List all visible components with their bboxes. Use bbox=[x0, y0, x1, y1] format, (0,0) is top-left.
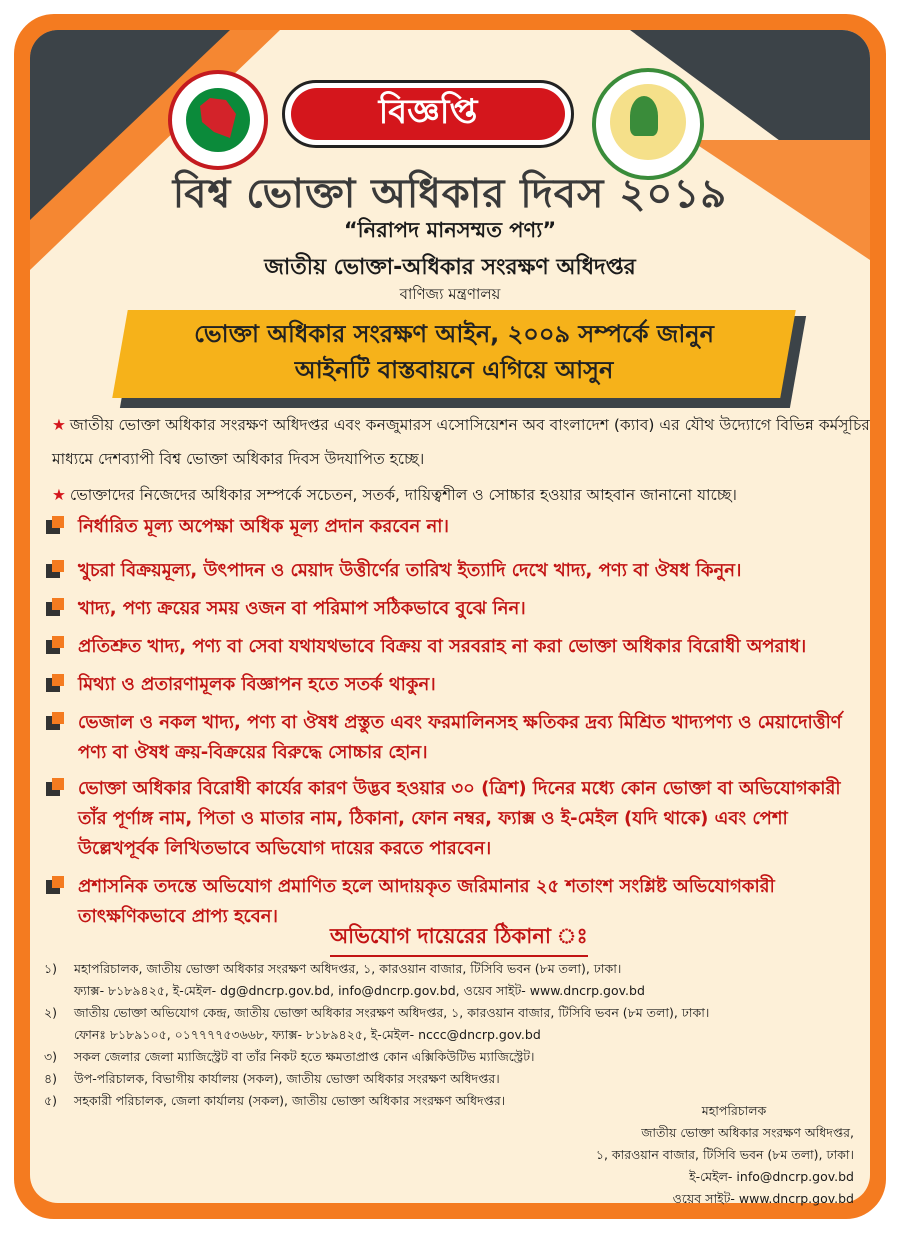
star-icon: ★ bbox=[52, 416, 66, 434]
bullet-square-icon bbox=[46, 602, 60, 616]
bullet-square-icon bbox=[46, 782, 60, 796]
government-seal-logo bbox=[168, 70, 268, 170]
tree-icon bbox=[630, 96, 658, 136]
list-item: খাদ্য, পণ্য ক্রয়ের সময় ওজন বা পরিমাপ সঠিকভাবে বুঝে নিন। bbox=[46, 594, 846, 624]
bullet-square-icon bbox=[46, 716, 60, 730]
banner-line-2: আইনটি বাস্তবায়নে এগিয়ে আসুন bbox=[294, 356, 614, 384]
page-title: বিশ্ব ভোক্তা অধিকার দিবস ২০১৯ bbox=[172, 171, 728, 217]
list-item: ভেজাল ও নকল খাদ্য, পণ্য বা ঔষধ প্রস্তুত এবং ফরমালিনসহ ক্ষতিকর দ্রব্য মিশ্রিত খাদ্যপণ্য ও মেয়াদোত্তীর্ণ পণ্য বা ঔষধ ক্রয়-বিক্রয়ের বিরুদ্ধে সোচ্চার হোন। bbox=[46, 708, 846, 768]
bullet-square-icon bbox=[46, 564, 60, 578]
list-item: প্রতিশ্রুত খাদ্য, পণ্য বা সেবা যথাযথভাবে বিক্রয় বা সরবরাহ না করা ভোক্তা অধিকার বিরোধী অপরাধ। bbox=[46, 632, 846, 662]
address-item: ৩) সকল জেলার জেলা ম্যাজিস্ট্রেট বা তাঁর নিকট হতে ক্ষমতাপ্রাপ্ত কোন এক্সিকিউটিভ ম্যাজিস্ট্রেট। bbox=[44, 1049, 535, 1064]
list-item: মিথ্যা ও প্রতারণামূলক বিজ্ঞাপন হতে সতর্ক থাকুন। bbox=[46, 670, 846, 700]
bullet-square-icon bbox=[46, 678, 60, 692]
notice-badge-label: বিজ্ঞপ্তি bbox=[291, 88, 565, 140]
address-item: ৪) উপ-পরিচালক, বিভাগীয় কার্যালয় (সকল), জাতীয় ভোক্তা অধিকার সংরক্ষণ অধিদপ্তর। bbox=[44, 1071, 500, 1086]
ministry-name: বাণিজ্য মন্ত্রণালয় bbox=[399, 285, 501, 303]
banner-line-1: ভোক্তা অধিকার সংরক্ষণ আইন, ২০০৯ সম্পর্কে জানুন bbox=[194, 320, 714, 348]
signature-block: মহাপরিচালক জাতীয় ভোক্তা অধিকার সংরক্ষণ অধিদপ্তর, ১, কারওয়ান বাজার, টিসিবি ভবন (৮ম তলা), ঢাকা। ই-মেইল- info@dncrp.gov.bd ওয়েব সাইট- www.dncrp.gov.bd bbox=[595, 1103, 854, 1206]
list-item: নির্ধারিত মূল্য অপেক্ষা অধিক মূল্য প্রদান করবেন না। bbox=[46, 512, 846, 542]
list-item: খুচরা বিক্রয়মূল্য, উৎপাদন ও মেয়াদ উত্তীর্ণের তারিখ ইত্যাদি দেখে খাদ্য, পণ্য বা ঔষধ কিনুন। bbox=[46, 556, 846, 586]
bullet-square-icon bbox=[46, 520, 60, 534]
list-item: ভোক্তা অধিকার বিরোধী কার্যের কারণ উদ্ভব হওয়ার ৩০ (ত্রিশ) দিনের মধ্যে কোন ভোক্তা বা অভিযোগকারী তাঁর পূর্ণাঙ্গ নাম, পিতা ও মাতার নাম, ঠিকানা, ফোন নম্বর, ফ্যাক্স ও ই-মেইল (যদি থাকে) এবং পেশা উল্লেখপূর্বক লিখিতভাবে অভিযোগ দায়ের করতে পারবেন। bbox=[46, 774, 846, 864]
address-item: ৫) সহকারী পরিচালক, জেলা কার্যালয় (সকল), জাতীয় ভোক্তা অধিকার সংরক্ষণ অধিদপ্তর। bbox=[44, 1093, 506, 1108]
address-section-title: অভিযোগ দায়েরের ঠিকানা ঃ bbox=[330, 920, 588, 957]
banner-text bbox=[120, 316, 788, 388]
address-item: ২) জাতীয় ভোক্তা অভিযোগ কেন্দ্র, জাতীয় ভোক্তা অধিকার সংরক্ষণ অধিদপ্তর, ১, কারওয়ান বাজার, টিসিবি ভবন (৮ম তলা), ঢাকা। ফোনঃ ৮১৮৯১০৫, ০১৭৭৭৭৫৩৬৬৮, ফ্যাক্স- ৮১৮৯৪২৫, ই-মেইল- nccc@dncrp.gov.bd bbox=[44, 1005, 710, 1042]
address-item: ১) মহাপরিচালক, জাতীয় ভোক্তা অধিকার সংরক্ষণ অধিদপ্তর, ১, কারওয়ান বাজার, টিসিবি ভবন (৮ম তলা), ঢাকা। ফ্যাক্স- ৮১৮৯৪২৫, ই-মেইল- dg@dncrp.gov.bd, info@dncrp.gov.bd, ওয়েব সাইট- www.dncrp.gov.bd bbox=[44, 961, 645, 998]
star-icon: ★ bbox=[52, 486, 66, 504]
list-item: প্রশাসনিক তদন্তে অভিযোগ প্রমাণিত হলে আদায়কৃত জরিমানার ২৫ শতাংশ সংশ্লিষ্ট অভিযোগকারী তাৎক্ষণিকভাবে প্রাপ্য হবেন। bbox=[46, 872, 846, 932]
notice-badge bbox=[282, 80, 574, 148]
slogan: “নিরাপদ মানসম্মত পণ্য” bbox=[343, 218, 557, 242]
note-2: ★ ভোক্তাদের নিজেদের অধিকার সম্পর্কে সচেতন, সতর্ক, দায়িত্বশীল ও সোচ্চার হওয়ার আহবান জানানো যাচ্ছে। bbox=[52, 486, 737, 504]
note-1: ★ জাতীয় ভোক্তা অধিকার সংরক্ষণ অধিদপ্তর এবং কনজুমারস এসোসিয়েশন অব বাংলাদেশ (ক্যাব) এর যৌথ উদ্যোগে বিভিন্ন কর্মসূচির মাধ্যমে দেশব্যাপী বিশ্ব ভোক্তা অধিকার দিবস উদযাপিত হচ্ছে। bbox=[52, 416, 870, 468]
bullet-square-icon bbox=[46, 880, 60, 894]
bullet-square-icon bbox=[46, 640, 60, 654]
department-name: জাতীয় ভোক্তা-অধিকার সংরক্ষণ অধিদপ্তর bbox=[264, 255, 636, 280]
